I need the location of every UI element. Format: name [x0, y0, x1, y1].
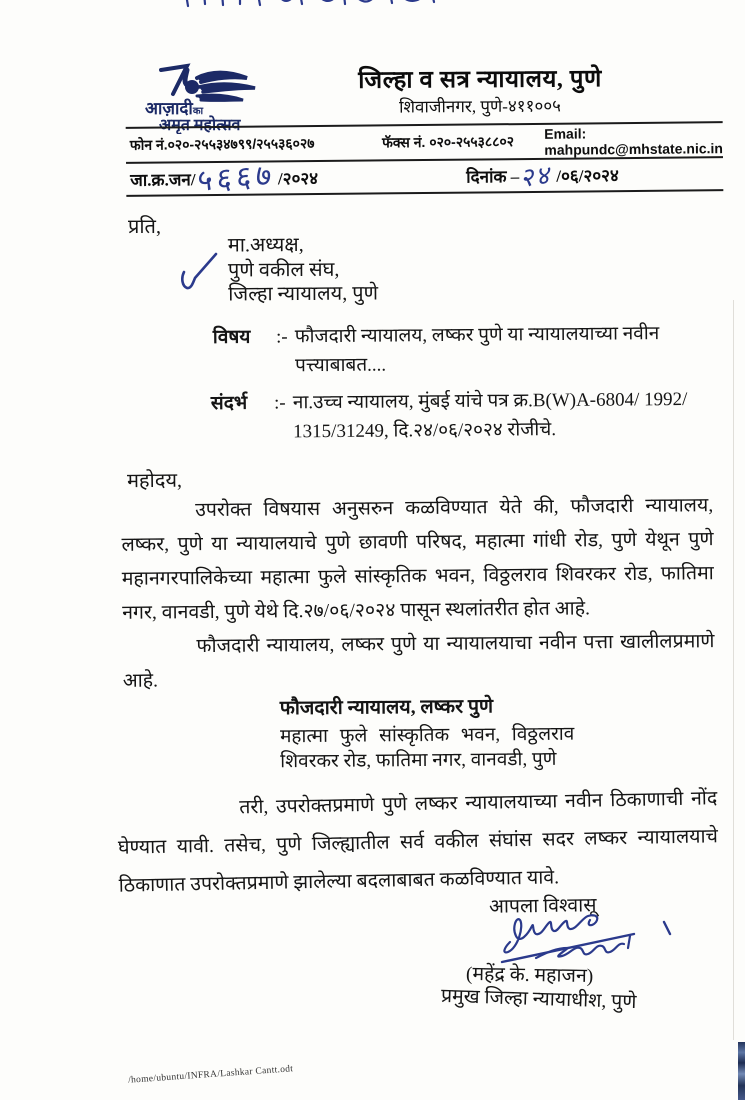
- letter-date: [466, 157, 619, 194]
- scan-edge-line: [733, 300, 734, 1040]
- letter-body: [121, 489, 715, 699]
- body-paragraph-1: उपरोक्त विषयास अनुसरुन कळविण्यात येते की, फौजदारी न्यायालय, लष्कर, पुणे या न्यायालयाचे पुणे छावणी परिषद, महात्मा गांधी रोड, पुणे येथून पुणे महानगरपालिकेच्या महात्मा फुले सांस्कृतिक भवन, विठ्ठलराव शिवरकर रोड, फातिमा नगर, वानवडी, पुणे येथे दि.२७/०६/२०२४ पासून स्थलांतरीत होत आहे.: [121, 495, 714, 624]
- outward-number-handwritten: ५६६७: [196, 157, 277, 200]
- new-court-address: [280, 692, 575, 775]
- recipient-line: मा.अध्यक्ष,: [227, 233, 304, 257]
- reference-label: संदर्भ: [210, 392, 248, 415]
- court-title: जिल्हा व सत्र न्यायालय, पुणे: [358, 66, 602, 94]
- date-label: दिनांक –: [466, 167, 520, 187]
- outward-number-label: जा.क्र.जन/: [130, 170, 196, 190]
- email-address: Email: mahpundc@mhstate.nic.in: [544, 124, 723, 158]
- outward-number-year: /२०२४: [277, 169, 319, 189]
- fax-number: फॅक्स नं. ०२०-२५५३८८०२: [381, 133, 515, 151]
- logo-text-line1: आज़ादीका: [145, 99, 204, 118]
- logo-text-line2: अमृत महोत्सव: [159, 117, 241, 134]
- court-address: शिवाजीनगर, पुणे-४११००५: [398, 96, 562, 117]
- scan-edge-strip: [738, 1042, 745, 1100]
- phone-number: फोन नं.०२०-२५५३४७९९/२५५३६०२७: [129, 135, 315, 153]
- azadi-ka-amrit-mahotsav-logo: [143, 56, 273, 134]
- body-paragraph-3: तरी, उपरोक्तप्रमाणे पुणे लष्कर न्यायालयाच्या नवीन ठिकाणाची नोंद घेण्यात यावी. तसेच, पुणे जिल्ह्यातील सर्व वकील संघांस सदर लष्कर न्यायालयाचे ठिकाणात उपरोक्तप्रमाणे झालेल्या बदलाबाबत कळविण्यात यावे.: [117, 788, 719, 897]
- closing-paragraph-block: [117, 780, 719, 905]
- date-month-year: /०६/२०२४: [556, 166, 619, 186]
- signatory-name: (महेंद्र के. महाजन): [465, 963, 594, 988]
- handwritten-checkmark: [178, 250, 220, 294]
- file-path-footer: /home/ubuntu/INFRA/Lashkar Cantt.odt: [127, 1064, 294, 1086]
- body-paragraph-2: फौजदारी न्यायालय, लष्कर पुणे या न्यायालयाचा नवीन पत्ता खालीलप्रमाणे आहे.: [122, 631, 715, 692]
- subject-separator: :-: [275, 326, 288, 348]
- signatory-designation: प्रमुख जिल्हा न्यायाधीश, पुणे: [440, 985, 637, 1014]
- recipient-salutation: प्रति,: [128, 216, 161, 238]
- letter-greeting: महोदय,: [126, 469, 183, 493]
- contact-info-table: [126, 121, 724, 200]
- subject-label: विषय: [212, 326, 251, 349]
- recipient-line: पुणे वकील संघ,: [227, 258, 340, 282]
- reference-separator: :-: [273, 392, 286, 414]
- recipient-address: [228, 232, 378, 307]
- new-address-line3: शिवरकर रोड, फातिमा नगर, वानवडी, पुणे: [280, 748, 557, 773]
- handwritten-note-cutoff: [182, 0, 472, 16]
- subject-row: [213, 319, 683, 381]
- new-address-line2: महात्मा फुले सांस्कृतिक भवन, विठ्ठलराव: [279, 723, 575, 748]
- date-day-handwritten: २४: [520, 159, 555, 194]
- reference-row: [211, 385, 691, 447]
- outward-number: [126, 157, 318, 200]
- signature-ink: [496, 908, 686, 966]
- reference-text: ना.उच्च न्यायालय, मुंबई यांचे पत्र क्र.B(W)A-6804/ 1992/ 1315/31249, दि.२४/०६/२०२४ रोजीचे.: [292, 388, 688, 443]
- recipient-line: जिल्हा न्यायालय, पुणे: [228, 282, 379, 306]
- subject-text: फौजदारी न्यायालय, लष्कर पुणे या न्यायालयाच्या नवीन पत्त्याबाबत....: [294, 323, 660, 377]
- reference-date-row: [126, 157, 723, 200]
- complimentary-closing: आपला विश्वासू: [488, 895, 597, 918]
- new-address-line1: फौजदारी न्यायालय, लष्कर पुणे: [279, 696, 494, 720]
